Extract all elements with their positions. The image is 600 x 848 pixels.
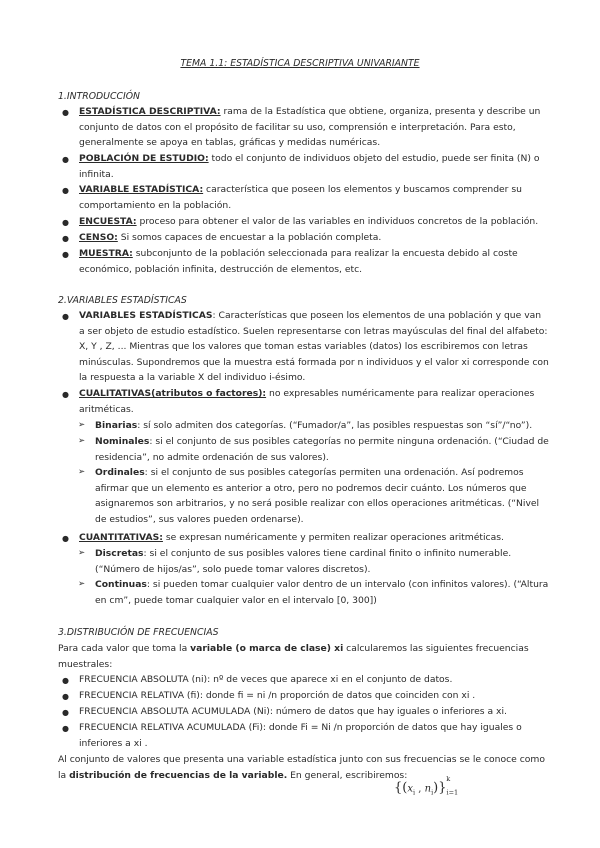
bullet-icon: ●	[62, 250, 69, 259]
sub-list-item: Binarias: sí solo admiten dos categorías. (“Fumador/a”, las posibles respuestas son “sí”/“no”).	[95, 420, 533, 431]
section-heading-variables: 2.VARIABLES ESTADÍSTICAS	[58, 295, 187, 306]
frequency-distribution-formula: {($x_i$ , $n_i)\}_{i=1}^k$	[394, 775, 459, 797]
bullet-icon: ●	[62, 234, 69, 243]
arrow-bullet-icon: ➢	[78, 436, 86, 446]
sub-list-item: Continuas: si pueden tomar cualquier valor dentro de un intervalo (con infinitos valores). (“Altura en cm”, puede tomar cualquier valor en el intervalo [0, 300])	[95, 579, 549, 606]
paragraph: Para cada valor que toma la variable (o marca de clase) xi calcularemos las siguientes frecuencias muestrales:	[58, 643, 529, 670]
arrow-bullet-icon: ➢	[78, 467, 86, 477]
list-item: MUESTRA: subconjunto de la población seleccionada para realizar la encuesta debido al coste económico, población infinita, destrucción de elementos, etc.	[79, 248, 518, 275]
bullet-icon: ●	[62, 676, 69, 685]
arrow-bullet-icon: ➢	[78, 420, 86, 430]
bullet-icon: ●	[62, 692, 69, 701]
list-item: ESTADÍSTICA DESCRIPTIVA: rama de la Estadística que obtiene, organiza, presenta y describe un conjunto de datos con el propósito de facilitar su uso, comprensión e interpretación. Para esto, generalmente se apoya en tablas, gráficas y medidas numéricas.	[79, 106, 541, 149]
list-item: FRECUENCIA RELATIVA ACUMULADA (Fi): donde Fi = Ni /n proporción de datos que hay iguales o inferiores a xi .	[79, 722, 522, 749]
list-item: CUANTITATIVAS: se expresan numéricamente y permiten realizar operaciones aritméticas.	[79, 532, 504, 543]
sub-list-item: Nominales: si el conjunto de sus posibles categorías no permite ninguna ordenación. (“Ciudad de residencia”, no admite ordenación de sus valores).	[95, 436, 549, 463]
bullet-icon: ●	[62, 312, 69, 321]
list-item: FRECUENCIA RELATIVA (fi): donde fi = ni /n proporción de datos que coinciden con xi .	[79, 690, 476, 701]
list-item: CENSO: Si somos capaces de encuestar a la población completa.	[79, 232, 382, 243]
section-heading-introduccion: 1.INTRODUCCIÓN	[58, 91, 140, 102]
bullet-icon: ●	[62, 724, 69, 733]
list-item: FRECUENCIA ABSOLUTA (ni): nº de veces que aparece xi en el conjunto de datos.	[79, 674, 453, 685]
sub-list-item: Discretas: si el conjunto de sus posibles valores tiene cardinal finito o infinito numerable. (“Número de hijos/as”, solo puede tomar valores discretos).	[95, 548, 512, 575]
list-item: POBLACIÓN DE ESTUDIO: todo el conjunto de individuos objeto del estudio, puede ser finita (N) o infinita.	[79, 153, 540, 180]
bullet-icon: ●	[62, 155, 69, 164]
bullet-icon: ●	[62, 390, 69, 399]
page-title: TEMA 1.1: ESTADÍSTICA DESCRIPTIVA UNIVARIANTE	[180, 58, 420, 69]
paragraph: Al conjunto de valores que presenta una variable estadística junto con sus frecuencias se le conoce como la distribución de frecuencias de la variable. En general, escribiremos:	[58, 754, 545, 781]
list-item: VARIABLE ESTADÍSTICA: característica que poseen los elementos y buscamos comprender su comportamiento en la población.	[79, 184, 522, 211]
arrow-bullet-icon: ➢	[78, 579, 86, 589]
arrow-bullet-icon: ➢	[78, 548, 86, 558]
bullet-icon: ●	[62, 708, 69, 717]
bullet-icon: ●	[62, 108, 69, 117]
list-item: FRECUENCIA ABSOLUTA ACUMULADA (Ni): número de datos que hay iguales o inferiores a xi.	[79, 706, 507, 717]
bullet-icon: ●	[62, 218, 69, 227]
list-item: ENCUESTA: proceso para obtener el valor de las variables en individuos concretos de la población.	[79, 216, 539, 227]
list-item: CUALITATIVAS(atributos o factores): no expresables numéricamente para realizar operaciones aritméticas.	[79, 388, 535, 415]
section-heading-distribucion: 3.DISTRIBUCIÓN DE FRECUENCIAS	[58, 627, 219, 638]
list-item: VARIABLES ESTADÍSTICAS: Características que poseen los elementos de una población y que van a ser objeto de estudio estadístico. Suelen representarse con letras mayúsculas del final del alfabeto: X, Y , Z, ... Mientras que los valores que toman estas variables (datos) los escribiremos con letras minúsculas. Supondremos que la muestra está formada por n individuos y el valor xi corresponde con la respuesta a la variable X del individuo i-ésimo.	[79, 310, 549, 384]
sub-list-item: Ordinales: si el conjunto de sus posibles categorías permiten una ordenación. Así podremos afirmar que un elemento es anterior a otro, pero no podremos decir cuánto. Los números que asignaremos son arbitrarios, y no será posible realizar con ellos operaciones aritméticas. (“Nivel de estudios”, sus valores pueden ordenarse).	[95, 467, 540, 525]
bullet-icon: ●	[62, 534, 69, 543]
bullet-icon: ●	[62, 186, 69, 195]
